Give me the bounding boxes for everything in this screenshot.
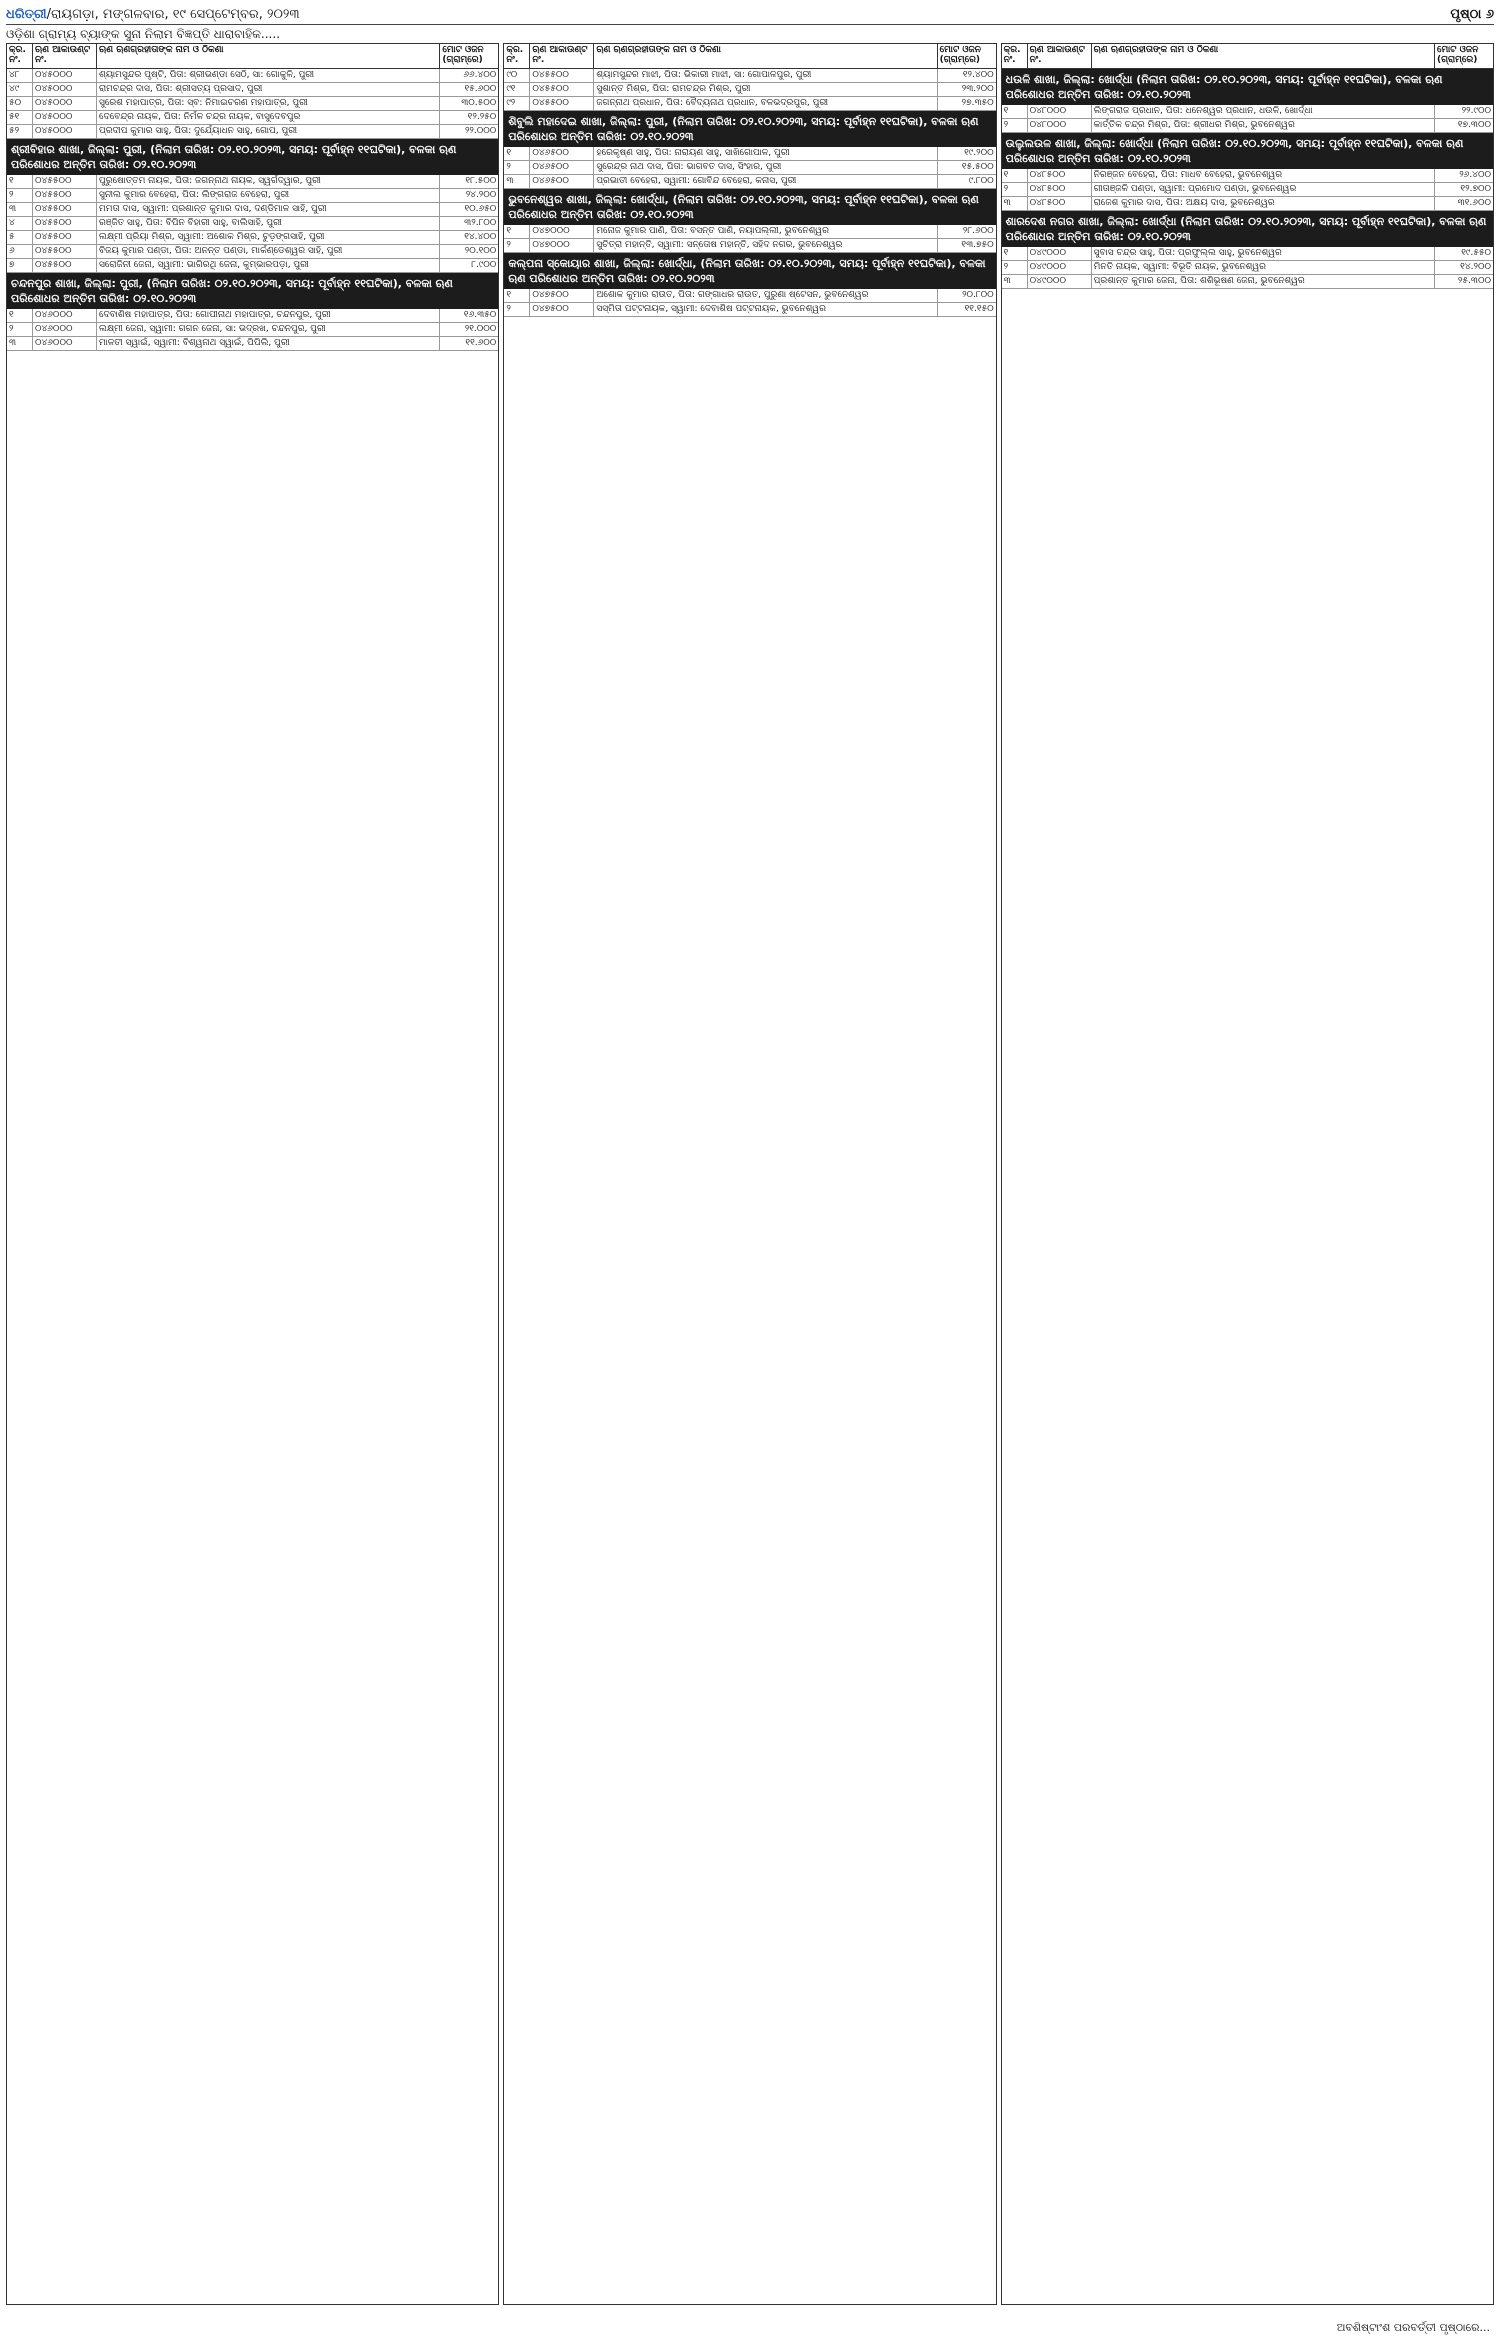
serial-cell: ୪୮ [7,69,33,82]
weight-cell: ୨୦.୧୦୦ [464,246,497,256]
weight-cell: ୧୨.୨୫୦ [467,112,497,122]
loan-account-header: ଋଣ ଆକାଉଣ୍ଟ ନଂ. [33,44,97,68]
serial-cell: ୫୨ [7,125,33,138]
table-row [1002,275,1493,289]
table-row [7,309,498,323]
borrower-cell: ପୁରୁଷୋତ୍ତମ ନାୟକ, ପିତା: ଜଗନ୍ନାଥ ନାୟକ, ସ୍ୱର୍ଗଦ୍ୱାର, ପୁରୀ [97,175,440,188]
table-row [504,97,995,111]
borrower-cell: ରାମଚନ୍ଦ୍ର ଦାସ, ପିତା: ଶ୍ରୀସତ୍ୟ ପ୍ରସାଦ, ପୁରୀ [97,83,440,96]
borrower-cell: ମନୋଜ କୁମାର ପାଣି, ପିତା: ବସନ୍ତ ପାଣି, ନୟାପଲ୍ଲୀ, ଭୁବନେଶ୍ୱର [594,225,937,238]
loan-account-cell: ୦୪୫୦୦୦ [33,125,97,138]
weight-cell: ୧୯.୨୦୦ [964,148,994,158]
serial-cell: ୧ [1002,105,1028,118]
table-row [504,83,995,97]
serial-cell: ୧ [7,309,33,322]
weight-cell: ୨୦.୮୦୦ [962,290,994,300]
loan-account-cell: ୦୪୬୦୦୦ [33,323,97,336]
borrower-cell: ସରୋଜିନୀ ଜେନା, ସ୍ୱାମୀ: ଭାଗିରଥି ଜେନା, କୁମ୍ଭାରପଡ଼ା, ପୁରୀ [97,259,440,272]
borrower-cell: ଲକ୍ଷ୍ମୀ ପ୍ରିୟା ମିଶ୍ର, ସ୍ୱାମୀ: ଅଶୋକ ମିଶ୍ର, ଚୁଡ଼ଙ୍ଗସାହି, ପୁରୀ [97,231,440,244]
serial-cell: ୫୧ [7,111,33,124]
branch-banner: ଶାରଦେଶ ନଗର ଶାଖା, ଜିଲ୍ଲା: ଖୋର୍ଦ୍ଧା (ନିଲାମ ତାରିଖ: ୦୨.୧୦.୨୦୨୩, ସମୟ: ପୂର୍ବାହ୍ନ ୧୧ଘଟିକା), ବଳକା ଋଣ ପରିଶୋଧର ଅନ୍ତିମ ତାରିଖ: ୦୨.୧୦.୨୦୨୩ [1002,211,1493,247]
loan-account-cell: ୦୪୮୫୦୦ [1028,169,1092,182]
weight-cell: ୩୧.୬୦୦ [1457,198,1491,208]
table-row [7,189,498,203]
weight-cell: ୧୨.୪୦୦ [962,70,994,80]
borrower-cell: ରାଜେଶ କୁମାର ଦାସ, ପିତା: ଅକ୍ଷୟ ଦାସ, ଭୁବନେଶ୍ୱର [1092,197,1435,210]
serial-cell: ୯୧ [504,83,530,96]
weight-cell: ୨୪.୨୦୦ [465,190,497,200]
table-row [1002,183,1493,197]
weight-cell: ୧୪.୪୦୦ [464,232,497,242]
borrower-cell: ଶ୍ୟାମସୁନ୍ଦର ମାଝୀ, ପିତା: ଭିକାରୀ ମାଝୀ, ସା: ଗୋପାଳପୁର, ପୁରୀ [594,69,937,82]
loan-account-cell: ୦୪୬୫୦୦ [530,147,594,160]
loan-account-cell: ୦୪୫୫୦୦ [530,97,594,110]
serial-cell: ୧ [1002,247,1028,260]
serial-cell: ୩ [7,203,33,216]
loan-account-cell: ୦୪୫୫୦୦ [33,203,97,216]
loan-account-cell: ୦୪୫୫୦୦ [33,175,97,188]
loan-account-cell: ୦୪୫୦୦୦ [33,69,97,82]
weight-cell: ୩୦.୫୦୦ [461,98,497,108]
weight-cell: ୧୫.୬୦୦ [464,84,497,94]
table-row [1002,119,1493,133]
borrower-cell: କାର୍ତ୍ତିକ ଚନ୍ଦ୍ର ମିଶ୍ର, ପିତା: ଶ୍ରୀଧର ମିଶ୍ର, ଭୁବନେଶ୍ୱର [1092,119,1435,132]
loan-account-cell: ୦୪୫୫୦୦ [33,231,97,244]
borrower-cell: ସୁରେଶ ମହାପାତ୍ର, ପିତା: ସ୍ବ: ନିମାଇଚରଣ ମହାପାତ୍ର, ପୁରୀ [97,97,440,110]
serial-cell: ୨ [504,303,530,316]
table-row [1002,169,1493,183]
branch-banner: ଶିବୁଲି ମହାଦେଇ ଶାଖା, ଜିଲ୍ଲା: ପୁରୀ, (ନିଲାମ ତାରିଖ: ୦୨.୧୦.୨୦୨୩, ସମୟ: ପୂର୍ବାହ୍ନ ୧୧ଘଟିକା), ବଳକା ଋଣ ପରିଶୋଧର ଅନ୍ତିମ ତାରିଖ: ୦୨.୧୦.୨୦୨୩ [504,111,995,147]
notice-column [1001,43,1494,2305]
weight-cell: ୧୭.୩୦୦ [1457,120,1491,130]
serial-cell: ୧ [504,147,530,160]
notice-heading: ଓଡ଼ିଶା ଗ୍ରାମ୍ୟ ବ୍ୟାଙ୍କ ସୁନା ନିଲାମ ବିଜ୍ଞପ୍ତି ଧାରାବାହିକ..... [6,27,281,41]
table-row [504,303,995,317]
loan-account-cell: ୦୪୫୫୦୦ [33,245,97,258]
weight-cell: ୨୩.୨୦୦ [961,84,994,94]
serial-cell: ୨ [504,239,530,252]
borrower-cell: ହରେକୃଷ୍ଣ ସାହୁ, ପିତା: ନାରାୟଣ ସାହୁ, ସାଖିଗୋପାଳ, ପୁରୀ [594,147,937,160]
loan-account-cell: ୦୪୮୫୦୦ [1028,183,1092,196]
serial-cell: ୧ [504,225,530,238]
borrower-cell: ଅଶୋକ କୁମାର ରାଉତ, ପିତା: ଗଙ୍ଗାଧର ରାଉତ, ପୁରୁଣା ଷ୍ଟେସନ, ଭୁବନେଶ୍ୱର [594,289,937,302]
continued-note: ଅବଶିଷ୍ଟାଂଶ ପରବର୍ତ୍ତୀ ପୃଷ୍ଠାରେ... [1336,2321,1490,2334]
serial-cell: ୨ [1002,119,1028,132]
branch-banner: ଚନ୍ଦନପୁର ଶାଖା, ଜିଲ୍ଲା: ପୁରୀ, (ନିଲାମ ତାରିଖ: ୦୨.୧୦.୨୦୨୩, ସମୟ: ପୂର୍ବାହ୍ନ ୧୧ଘଟିକା), ବଳକା ଋଣ ପରିଶୋଧର ଅନ୍ତିମ ତାରିଖ: ୦୨.୧୦.୨୦୨୩ [7,273,498,309]
borrower-cell: ସସ୍ମିତା ପଟ୍ଟନାୟକ, ସ୍ୱାମୀ: ଦେବାଶିଷ ପଟ୍ଟନାୟକ, ଭୁବନେଶ୍ୱର [594,303,937,316]
table-row [7,125,498,139]
weight-cell: ୬୬.୪୦୦ [463,70,497,80]
serial-cell: ୨ [1002,261,1028,274]
loan-account-header: ଋଣ ଆକାଉଣ୍ଟ ନଂ. [1028,44,1092,68]
table-row [7,111,498,125]
borrower-cell: ଶ୍ୟାମସୁନ୍ଦର ପୃଷ୍ଟି, ପିତା: ଶ୍ରୀଭଣ୍ଡା ସେଠି, ସା: ଗୋକୁଳି, ପୁରୀ [97,69,440,82]
serial-cell: ୪ [7,217,33,230]
weight-header: ମୋଟ ଓଜନ (ଗ୍ରାମ୍‌ରେ) [939,45,981,65]
table-row [504,289,995,303]
table-row [504,225,995,239]
borrower-cell: ପ୍ରଦୀପ କୁମାର ସାହୁ, ପିତା: ଦୁର୍ଯ୍ୟୋଧନ ସାହୁ, ଗୋପ, ପୁରୀ [97,125,440,138]
table-row [7,69,498,83]
borrower-cell: ଦେବାଶିଷ ମହାପାତ୍ର, ପିତା: ଗୋପୀନାଥ ମହାପାତ୍ର, ଚନ୍ଦନପୁର, ପୁରୀ [97,309,440,322]
table-row [7,245,498,259]
weight-cell: ୧୫.୫୦୦ [961,162,994,172]
table-row [1002,105,1493,119]
weight-cell: ୧୬.୩୫୦ [463,310,497,320]
loan-account-cell: ୦୪୯୦୦୦ [1028,261,1092,274]
column-header [1002,44,1493,69]
borrower-cell: ବିଜୟ କୁମାର ପଣ୍ଡା, ପିତା: ଅନନ୍ତ ପଣ୍ଡା, ମାର୍କଣ୍ଡେଶ୍ୱର ସାହି, ପୁରୀ [97,245,440,258]
loan-account-cell: ୦୪୬୦୦୦ [33,337,97,350]
weight-cell: ୨୨.୦୦୦ [464,126,497,136]
rows-container [1002,69,1493,2304]
borrower-cell: ଗୀତାଞ୍ଜଳି ପଣ୍ଡା, ସ୍ୱାମୀ: ପ୍ରମୋଦ ପଣ୍ଡା, ଭୁବନେଶ୍ୱର [1092,183,1435,196]
column-header [504,44,995,69]
branch-banner: ଶ୍ରୀବିହାର ଶାଖା, ଜିଲ୍ଲା: ପୁରୀ, (ନିଲାମ ତାରିଖ: ୦୨.୧୦.୨୦୨୩, ସମୟ: ପୂର୍ବାହ୍ନ ୧୧ଘଟିକା), ବଳକା ଋଣ ପରିଶୋଧର ଅନ୍ତିମ ତାରିଖ: ୦୨.୧୦.୨୦୨୩ [7,139,498,175]
loan-account-cell: ୦୪୬୫୦୦ [530,175,594,188]
serial-cell: ୧ [7,175,33,188]
page-number: ପୃଷ୍ଠା ୬ [1450,6,1494,22]
table-row [7,337,498,351]
table-row [7,97,498,111]
borrower-cell: ମମତା ଦାସ, ସ୍ୱାମୀ: ପ୍ରଶାନ୍ତ କୁମାର ଦାସ, ଦଣ୍ଡିମାଳ ସାହି, ପୁରୀ [97,203,440,216]
table-row [504,69,995,83]
loan-account-cell: ୦୪୫୫୦୦ [530,69,594,82]
table-row [1002,247,1493,261]
table-row [504,239,995,253]
borrower-cell: ପ୍ରଭାତୀ ବେହେରା, ସ୍ୱାମୀ: ଗୋବିନ୍ଦ ବେହେରା, କନାସ, ପୁରୀ [594,175,937,188]
serial-header: କ୍ର. ନଂ. [1002,44,1028,68]
branch-banner: କଲ୍ପନା ସ୍କୋୟାର ଶାଖା, ଜିଲ୍ଲା: ଖୋର୍ଦ୍ଧା, (ନିଲାମ ତାରିଖ: ୦୨.୧୦.୨୦୨୩, ସମୟ: ପୂର୍ବାହ୍ନ ୧୧ଘଟିକା), ବଳକା ଋଣ ପରିଶୋଧର ଅନ୍ତିମ ତାରିଖ: ୦୨.୧୦.୨୦୨୩ [504,253,995,289]
column-header [7,44,498,69]
edition-date: /ରାୟଗଡ଼ା, ମଙ୍ଗଳବାର, ୧୯ ସେପ୍ଟେମ୍ବର, ୨୦୨୩ [46,6,300,22]
loan-account-cell: ୦୪୫୫୦୦ [33,189,97,202]
loan-account-cell: ୦୪୫୦୦୦ [33,97,97,110]
weight-header: ମୋଟ ଓଜନ (ଗ୍ରାମ୍‌ରେ) [1436,45,1479,65]
weight-cell: ୧୧.୧୫୦ [964,304,994,314]
loan-account-cell: ୦୪୭୦୦୦ [530,239,594,252]
loan-account-cell: ୦୪୮୫୦୦ [1028,197,1092,210]
loan-account-header: ଋଣ ଆକାଉଣ୍ଟ ନଂ. [530,44,594,68]
serial-cell: ୨ [1002,183,1028,196]
weight-cell: ୧୩.୭୫୦ [961,240,994,250]
notice-column [6,43,499,2305]
serial-cell: ୧ [1002,169,1028,182]
weight-cell: ୧୨.୭୦୦ [1460,184,1491,194]
borrower-cell: ମିନତି ନାୟକ, ସ୍ୱାମୀ: ବିଭୂତି ନାୟକ, ଭୁବନେଶ୍ୱର [1092,261,1435,274]
rows-container [504,69,995,2304]
weight-cell: ୨୨.୯୦୦ [1461,106,1491,116]
borrower-cell: ସୁନୀଲ କୁମାର ବେହେରା, ପିତା: ଲିଙ୍ଗରାଜ ବେହେରା, ପୁରୀ [97,189,440,202]
borrower-header: ଋଣ ଋଣଗ୍ରହୀତାଙ୍କ ନାମ ଓ ଠିକଣା [594,44,937,68]
masthead [6,4,1494,25]
table-row [504,161,995,175]
weight-cell: ୧୧.୬୦୦ [465,338,497,348]
table-row [504,175,995,189]
serial-cell: ୩ [504,175,530,188]
borrower-cell: ସୁଶାନ୍ତ ମିଶ୍ର, ପିତା: ରାମଚନ୍ଦ୍ର ମିଶ୍ର, ପୁରୀ [594,83,937,96]
branch-banner: ଭୁବନେଶ୍ୱର ଶାଖା, ଜିଲ୍ଲା: ଖୋର୍ଦ୍ଧା, (ନିଲାମ ତାରିଖ: ୦୨.୧୦.୨୦୨୩, ସମୟ: ପୂର୍ବାହ୍ନ ୧୧ଘଟିକା), ବଳକା ଋଣ ପରିଶୋଧର ଅନ୍ତିମ ତାରିଖ: ୦୨.୧୦.୨୦୨୩ [504,189,995,225]
loan-account-cell: ୦୪୮୦୦୦ [1028,119,1092,132]
notice-columns [6,43,1494,2305]
branch-banner: ଧଉଳି ଶାଖା, ଜିଲ୍ଲା: ଖୋର୍ଦ୍ଧା (ନିଲାମ ତାରିଖ: ୦୨.୧୦.୨୦୨୩, ସମୟ: ପୂର୍ବାହ୍ନ ୧୧ଘଟିକା), ବଳକା ଋଣ ପରିଶୋଧର ଅନ୍ତିମ ତାରିଖ: ୦୨.୧୦.୨୦୨୩ [1002,69,1493,105]
borrower-cell: ଲିଙ୍ଗରାଜ ପ୍ରଧାନ, ପିତା: ଧନେଶ୍ୱର ପ୍ରଧାନ, ଧଉଳି, ଖୋର୍ଦ୍ଧା [1092,105,1435,118]
serial-header: କ୍ର. ନଂ. [504,44,530,68]
serial-cell: ୯୦ [504,69,530,82]
weight-header: ମୋଟ ଓଜନ (ଗ୍ରାମ୍‌ରେ) [442,45,484,65]
branch-banner: ଉଲୁଲଉଳ ଶାଖା, ଜିଲ୍ଲା: ଖୋର୍ଦ୍ଧା (ନିଲାମ ତାରିଖ: ୦୨.୧୦.୨୦୨୩, ସମୟ: ପୂର୍ବାହ୍ନ ୧୧ଘଟିକା), ବଳକା ଋଣ ପରିଶୋଧର ଅନ୍ତିମ ତାରିଖ: ୦୨.୧୦.୨୦୨୩ [1002,133,1493,169]
table-row [7,83,498,97]
loan-account-cell: ୦୪୭୦୦୦ [530,225,594,238]
borrower-cell: ରଞ୍ଜିତ ସାହୁ, ପିତା: ବିପିନ ବିହାରୀ ସାହୁ, ବାଲିସାହି, ପୁରୀ [97,217,440,230]
table-row [1002,261,1493,275]
brand-name: ଧରିତ୍ରୀ [6,6,47,22]
serial-cell: ୯୨ [504,97,530,110]
serial-cell: ୩ [1002,275,1028,288]
weight-cell: ୧୪.୨୦୦ [1460,262,1491,272]
serial-cell: ୨ [7,189,33,202]
weight-cell: ୨୧.୦୦୦ [464,324,497,334]
weight-cell: ୨୬.୪୦୦ [1459,170,1491,180]
table-row [1002,197,1493,211]
borrower-header: ଋଣ ଋଣଗ୍ରହୀତାଙ୍କ ନାମ ଓ ଠିକଣା [1092,44,1435,68]
serial-cell: ୩ [7,337,33,350]
table-row [7,217,498,231]
serial-cell: ୫୦ [7,97,33,110]
borrower-cell: ଜଗନ୍ନାଥ ପ୍ରଧାନ, ପିତା: ବୈଦ୍ୟନାଥ ପ୍ରଧାନ, ବଳଭଦ୍ରପୁର, ପୁରୀ [594,97,937,110]
publication-line [6,7,300,22]
loan-account-cell: ୦୪୫୦୦୦ [33,111,97,124]
borrower-cell: ପ୍ରଶାନ୍ତ କୁମାର ଜେନା, ପିତା: ଶଶିଭୂଷଣ ଜେନା, ଭୁବନେଶ୍ୱର [1092,275,1435,288]
table-row [7,323,498,337]
serial-cell: ୩ [1002,197,1028,210]
loan-account-cell: ୦୪୫୦୦୦ [33,83,97,96]
weight-cell: ୨୮.୬୦୦ [962,226,994,236]
borrower-cell: ଦେବେନ୍ଦ୍ର ନାୟକ, ପିତା: ନିର୍ମଳ ଚନ୍ଦ୍ର ନାୟକ, ବାସୁଦେବପୁର [97,111,440,124]
loan-account-cell: ୦୪୭୫୦୦ [530,303,594,316]
borrower-cell: ମାଳତୀ ସ୍ୱାଇଁ, ସ୍ୱାମୀ: ବିଶ୍ୱନାଥ ସ୍ୱାଇଁ, ପିପିଲି, ପୁରୀ [97,337,440,350]
borrower-cell: ସୁବାସ ଚନ୍ଦ୍ର ସାହୁ, ପିତା: ପ୍ରଫୁଲ୍ଲ ସାହୁ, ଭୁବନେଶ୍ୱର [1092,247,1435,260]
table-row [7,231,498,245]
table-row [7,175,498,189]
loan-account-cell: ୦୪୬୦୦୦ [33,309,97,322]
weight-cell: ୨୭.୩୫୦ [961,98,994,108]
serial-cell: ୨ [504,161,530,174]
serial-cell: ୭ [7,259,33,272]
loan-account-cell: ୦୪୬୫୦୦ [530,161,594,174]
notice-column [503,43,996,2305]
loan-account-cell: ୦୪୭୫୦୦ [530,289,594,302]
table-row [7,259,498,273]
weight-cell: ୩୨.୮୦୦ [464,218,497,228]
serial-cell: ୬ [7,245,33,258]
borrower-cell: ଲକ୍ଷ୍ମୀ ଜେନା, ସ୍ୱାମୀ: ଗଗନ ଜେନା, ସା: ଭଦ୍ରଖ, ଚନ୍ଦନପୁର, ପୁରୀ [97,323,440,336]
serial-cell: ୧ [504,289,530,302]
serial-cell: ୪୯ [7,83,33,96]
borrower-cell: ସୁଚିତ୍ରା ମହାନ୍ତି, ସ୍ୱାମୀ: ସନ୍ତୋଷ ମହାନ୍ତି, ସହିଦ ନଗର, ଭୁବନେଶ୍ୱର [594,239,937,252]
serial-header: କ୍ର. ନଂ. [7,44,33,68]
table-row [7,203,498,217]
loan-account-cell: ୦୪୫୫୦୦ [33,259,97,272]
loan-account-cell: ୦୪୫୫୦୦ [530,83,594,96]
weight-cell: ୧୮.୫୦୦ [465,176,497,186]
borrower-cell: ସୁରେନ୍ଦ୍ର ନାଥ ଦାସ, ପିତା: ଭାଗବତ ଦାସ, ସିଂହାର, ପୁରୀ [594,161,937,174]
weight-cell: ୮.୯୦୦ [471,260,497,270]
weight-cell: ୧୯.୫୫୦ [1461,248,1491,258]
loan-account-cell: ୦୪୮୦୦୦ [1028,105,1092,118]
rows-container [7,69,498,2304]
borrower-header: ଋଣ ଋଣଗ୍ରହୀତାଙ୍କ ନାମ ଓ ଠିକଣା [97,44,440,68]
serial-cell: ୨ [7,323,33,336]
loan-account-cell: ୦୪୯୦୦୦ [1028,275,1092,288]
weight-cell: ୧୦.୬୫୦ [464,204,497,214]
loan-account-cell: ୦୪୫୫୦୦ [33,217,97,230]
serial-cell: ୫ [7,231,33,244]
weight-cell: ୨୫.୩୦୦ [1457,276,1491,286]
table-row [504,147,995,161]
weight-cell: ୯.୮୦୦ [968,176,994,186]
borrower-cell: ନିରଞ୍ଜନ ବେହେରା, ପିତା: ମାଧବ ବେହେରା, ଭୁବନେଶ୍ୱର [1092,169,1435,182]
loan-account-cell: ୦୪୯୦୦୦ [1028,247,1092,260]
